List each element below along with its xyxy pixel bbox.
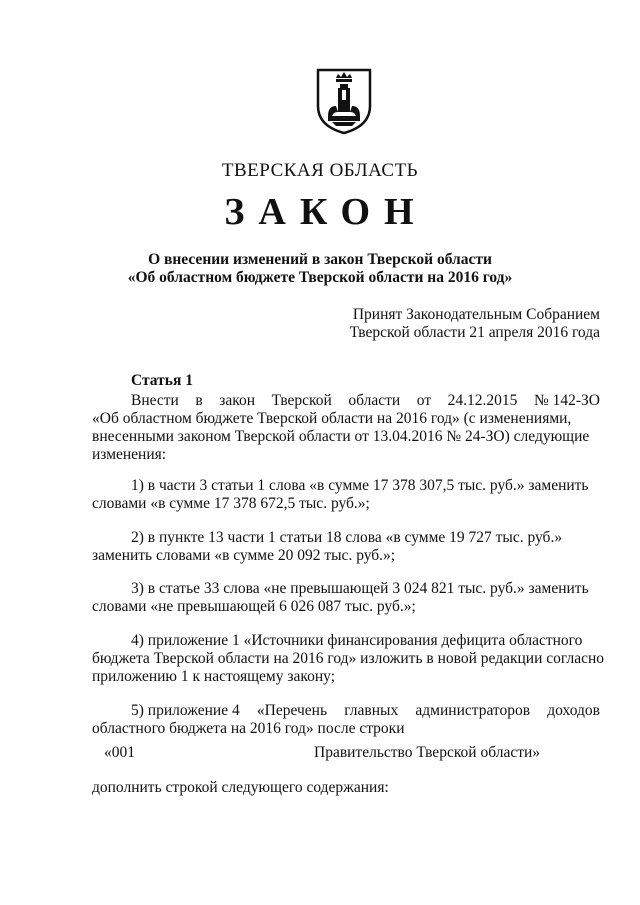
intro-line-3: внесенными законом Тверской области от 13.04.2016 № 24-ЗО) следующие — [92, 428, 590, 445]
adoption-note-line-2: Тверской области 21 апреля 2016 года — [349, 324, 600, 341]
administrator-name: Правительство Тверской области» — [314, 744, 541, 761]
law-title-line-2: «Об областном бюджете Тверской области на 2016 год» — [127, 269, 513, 286]
amendment-3-line-1: 3) в статье 33 слова «не превышающей 3 024 821 тыс. руб.» заменить — [131, 580, 589, 597]
law-title-line-1: О внесении изменений в закон Тверской области — [148, 251, 492, 268]
amendment-2-line-2: заменить словами «в сумме 20 092 тыс. руб.»; — [92, 547, 396, 564]
region-name: ТВЕРСКАЯ ОБЛАСТЬ — [221, 160, 419, 181]
amendment-1-line-2: словами «в сумме 17 378 672,5 тыс. руб.»; — [92, 495, 370, 512]
amendment-4-line-2: бюджета Тверской области на 2016 год» изложить в новой редакции согласно — [92, 650, 604, 667]
intro-line-1: Внести в закон Тверской области от 24.12.2015 № 142-ЗО — [131, 392, 600, 409]
intro-line-2: «Об областном бюджете Тверской области на 2016 год» (с изменениями, — [92, 410, 572, 427]
amendment-3-line-2: словами «не превышающей 6 026 087 тыс. руб.»; — [92, 598, 416, 615]
amendment-2-line-1: 2) в пункте 13 части 1 статьи 18 слова «в сумме 19 727 тыс. руб.» — [131, 529, 563, 546]
amendment-5-line-1: 5) приложение 4 «Перечень главных администраторов доходов — [131, 702, 600, 719]
closing-line: дополнить строкой следующего содержания: — [92, 779, 389, 796]
amendment-4-line-3: приложению 1 к настоящему закону; — [92, 668, 335, 685]
coat-of-arms-icon — [314, 66, 374, 136]
document-type-heading: ЗАКОН — [224, 191, 428, 233]
amendment-4-line-1: 4) приложение 1 «Источники финансирования дефицита областного — [131, 632, 583, 649]
administrator-code: «001 — [104, 744, 135, 761]
adoption-note-line-1: Принят Законодательным Собранием — [352, 306, 600, 323]
intro-line-4: изменения: — [92, 446, 167, 463]
article-title: Статья 1 — [131, 372, 193, 389]
amendment-1-line-1: 1) в части 3 статьи 1 слова «в сумме 17 378 307,5 тыс. руб.» заменить — [131, 477, 589, 494]
amendment-5-line-2: областного бюджета на 2016 год» после строки — [92, 720, 405, 737]
